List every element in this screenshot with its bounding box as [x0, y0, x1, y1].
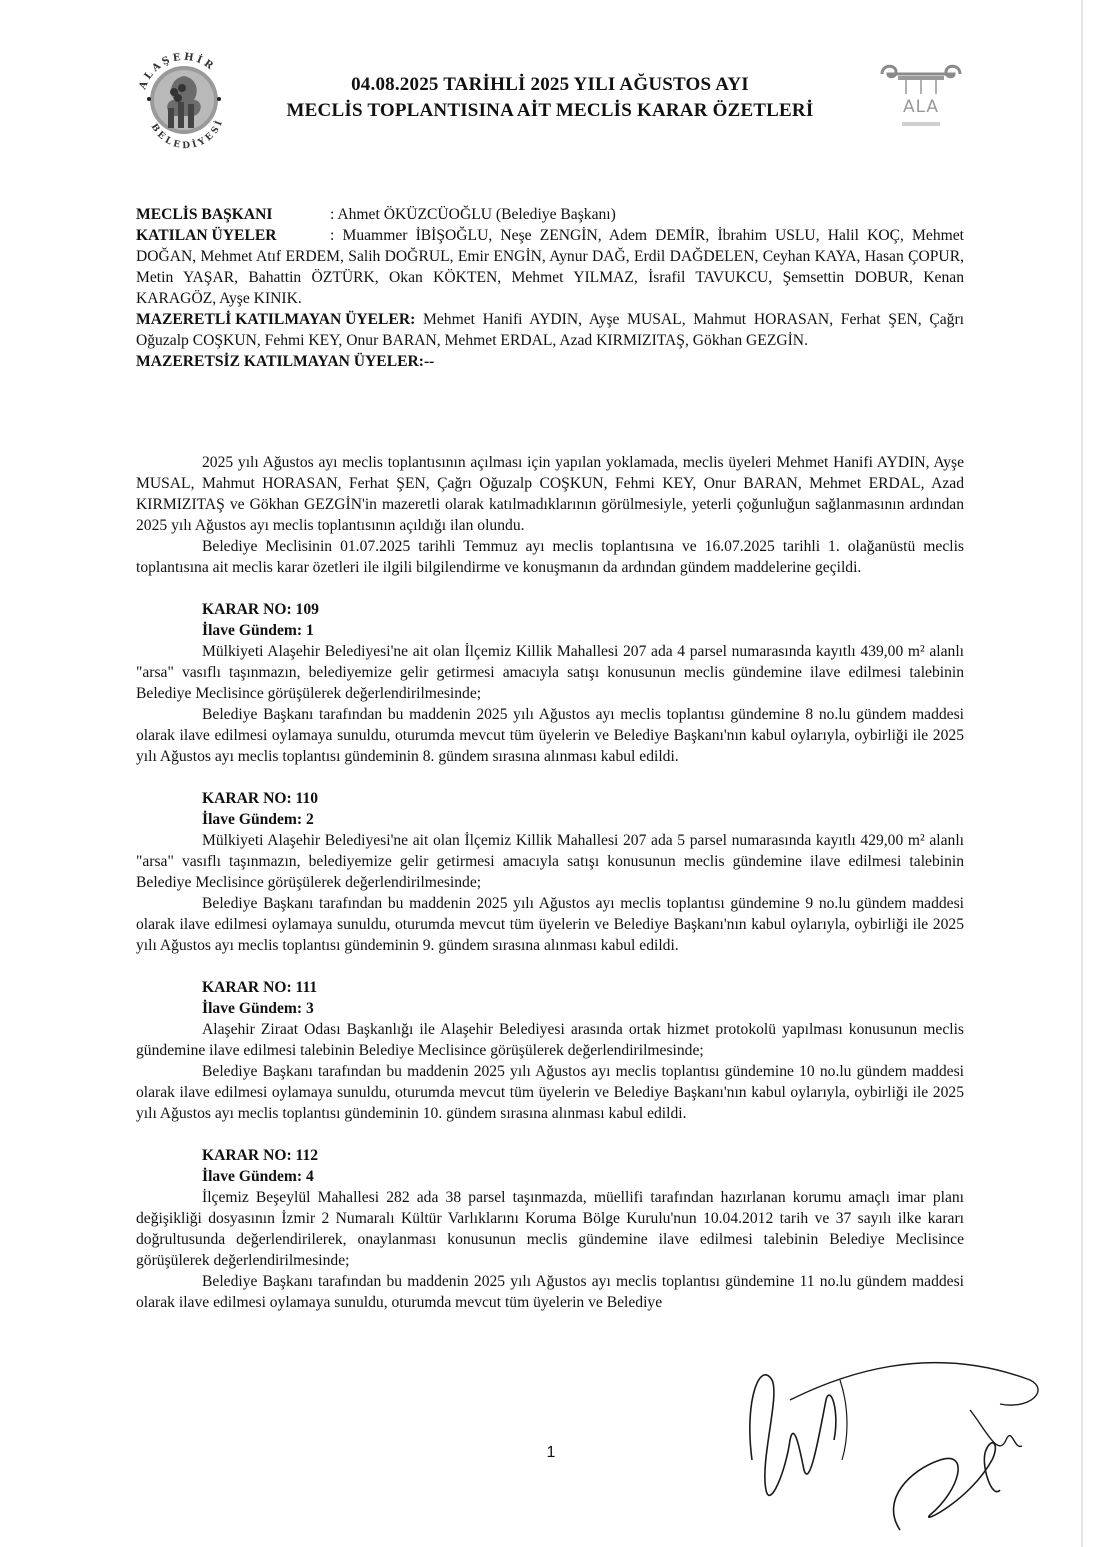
decision-110 [136, 788, 964, 956]
attending-value: : Muammer İBİŞOĞLU, Neşe ZENGİN, Adem DEMİR, İbrahim USLU, Halil KOÇ, Mehmet DOĞAN, Mehmet Atıf ERDEM, Salih DOĞRUL, Emir ENGİN, Aynur DAĞ, Erdil DAĞDELEN, Ceyhan KAYA, Hasan ÇOPUR, Metin YAŞAR, Bahattin ÖZTÜRK, Okan KÖKTEN, Mehmet YILMAZ, İsrafil TAVUKCU, Şemsettin DOBUR, Kenan KARAGÖZ, Ayşe KINIK. [136, 227, 964, 307]
excused-value: Mehmet Hanifi AYDIN, Ayşe MUSAL, Mahmut HORASAN, Ferhat ŞEN, Çağrı Oğuzalp COŞKUN, Fehmi KEY, Onur BARAN, Mehmet ERDAL, Azad KIRMIZITAŞ, Gökhan GEZGİN. [136, 311, 964, 349]
decision-result: Belediye Başkanı tarafından bu maddenin 2025 yılı Ağustos ayı meclis toplantısı gündemine 10 no.lu gündem maddesi olarak ilave edilmesi oylamaya sunuldu, oturumda mevcut tüm üyelerin ve Belediye Başkanı'nın kabul oylarıyla, oybirliği ile 2025 yılı Ağustos ayı meclis toplantısı gündeminin 10. gündem sırasına alınması kabul edildi. [136, 1063, 964, 1122]
agenda-item: İlave Gündem: 4 [202, 1168, 314, 1185]
excused-members [136, 309, 964, 351]
decision-subject: Alaşehir Ziraat Odası Başkanlığı ile Alaşehir Belediyesi arasında ortak hizmet protokolü yapılması konusunun meclis gündemine ilave edilmesi talebinin Belediye Meclisince görüşülerek değerlendirilmesinde; [136, 1021, 964, 1059]
decision-number: KARAR NO: 111 [202, 979, 318, 996]
decision-result: Belediye Başkanı tarafından bu maddenin 2025 yılı Ağustos ayı meclis toplantısı gündemine 11 no.lu gündem maddesi olarak ilave edilmesi oylamaya sunuldu, oturumda mevcut tüm üyelerin ve Belediye [136, 1273, 964, 1311]
decision-subject: Mülkiyeti Alaşehir Belediyesi'ne ait olan İlçemiz Killik Mahallesi 207 ada 5 parsel numarasında kayıtlı 429,00 m² alanlı "arsa" vasıflı taşınmazın, belediyemize gelir getirmesi amacıyla satışı konusunun meclis gündemine ilave edilmesi talebinin Belediye Meclisince görüşülerek değerlendirilmesinde; [136, 832, 964, 891]
decision-subject: Mülkiyeti Alaşehir Belediyesi'ne ait olan İlçemiz Killik Mahallesi 207 ada 4 parsel numarasında kayıtlı 439,00 m² alanlı "arsa" vasıflı taşınmazın, belediyemize gelir getirmesi amacıyla satışı konusunun meclis gündemine ilave edilmesi talebinin Belediye Meclisince görüşülerek değerlendirilmesinde; [136, 643, 964, 702]
decision-result: Belediye Başkanı tarafından bu maddenin 2025 yılı Ağustos ayı meclis toplantısı gündemine 9 no.lu gündem maddesi olarak ilave edilmesi oylamaya sunuldu, oturumda mevcut tüm üyelerin ve Belediye Başkanı'nın kabul oylarıyla, oybirliği ile 2025 yılı Ağustos ayı meclis toplantısı gündeminin 9. gündem sırasına alınması kabul edildi. [136, 895, 964, 954]
ala-column-logo [876, 60, 966, 132]
president-line [136, 204, 964, 225]
president-value: : Ahmet ÖKÜZCÜOĞLU (Belediye Başkanı) [330, 206, 616, 223]
handwritten-signature [730, 1340, 1050, 1540]
unexcused-label: MAZERETSİZ KATILMAYAN ÜYELER:-- [136, 353, 435, 370]
attending-label: KATILAN ÜYELER [136, 227, 277, 244]
decision-number: KARAR NO: 112 [202, 1147, 319, 1164]
decision-112 [136, 1145, 964, 1313]
page-number: 1 [546, 1444, 556, 1461]
decision-number: KARAR NO: 110 [202, 790, 319, 807]
municipality-seal-logo [128, 42, 240, 154]
decision-result: Belediye Başkanı tarafından bu maddenin 2025 yılı Ağustos ayı meclis toplantısı gündemine 8 no.lu gündem maddesi olarak ilave edilmesi oylamaya sunuldu, oturumda mevcut tüm üyelerin ve Belediye Başkanı'nın kabul oylarıyla, oybirliği ile 2025 yılı Ağustos ayı meclis toplantısı gündeminin 8. gündem sırasına alınması kabul edildi. [136, 706, 964, 765]
decision-number: KARAR NO: 109 [202, 601, 319, 618]
agenda-item: İlave Gündem: 1 [202, 622, 314, 639]
page-edge [1081, 0, 1083, 1547]
attending-members [136, 225, 964, 309]
seal-bottom-text: BELEDİYESİ [148, 116, 226, 152]
agenda-item: İlave Gündem: 3 [202, 1000, 314, 1017]
intro-paragraph-1: 2025 yılı Ağustos ayı meclis toplantısının açılması için yapılan yoklamada, meclis üyeleri Mehmet Hanifi AYDIN, Ayşe MUSAL, Mahmut HORASAN, Ferhat ŞEN, Çağrı Oğuzalp COŞKUN, Fehmi KEY, Onur BARAN, Mehmet ERDAL, Azad KIRMIZITAŞ ve Gökhan GEZGİN'in mazeretli olarak katılmadıklarının görülmesiyle, yeterli çoğunluğun sağlanmasının ardından 2025 yılı Ağustos ayı meclis toplantısının açıldığı ilan olundu. [136, 454, 964, 534]
president-label: MECLİS BAŞKANI [136, 206, 273, 223]
intro-paragraph-2: Belediye Meclisinin 01.07.2025 tarihli Temmuz ayı meclis toplantısına ve 16.07.2025 tarihli 1. olağanüstü meclis toplantısına ait meclis karar özetleri ile ilgili bilgilendirme ve konuşmanın da ardından gündem maddelerine geçildi. [136, 538, 964, 576]
attendance-section [136, 204, 964, 372]
decision-109 [136, 599, 964, 767]
right-logo-text: ALA [902, 97, 940, 117]
minutes-body [136, 452, 964, 1313]
excused-label: MAZERETLİ KATILMAYAN ÜYELER: [136, 311, 416, 328]
seal-top-text: ALAŞEHİR [137, 51, 218, 92]
decision-subject: İlçemiz Beşeylül Mahallesi 282 ada 38 parsel taşınmazda, müellifi tarafından hazırlanan korumu amaçlı imar planı değişikliği dosyasının İzmir 2 Numaralı Kültür Varlıklarını Koruma Bölge Kurulu'nun 10.04.2012 tarih ve 37 sayılı ilke kararı doğrultusunda değerlendirilerek, onaylanması konusunun meclis gündemine ilave edilmesi talebinin Belediye Meclisince görüşülerek değerlendirilmesinde; [136, 1189, 964, 1269]
agenda-item: İlave Gündem: 2 [202, 811, 314, 828]
page-title [250, 72, 850, 124]
title-line-2: MECLİS TOPLANTISINA AİT MECLİS KARAR ÖZETLERİ [286, 100, 814, 121]
title-line-1: 04.08.2025 TARİHLİ 2025 YILI AĞUSTOS AYI [351, 74, 749, 95]
unexcused-members [136, 351, 964, 372]
decision-111 [136, 977, 964, 1124]
